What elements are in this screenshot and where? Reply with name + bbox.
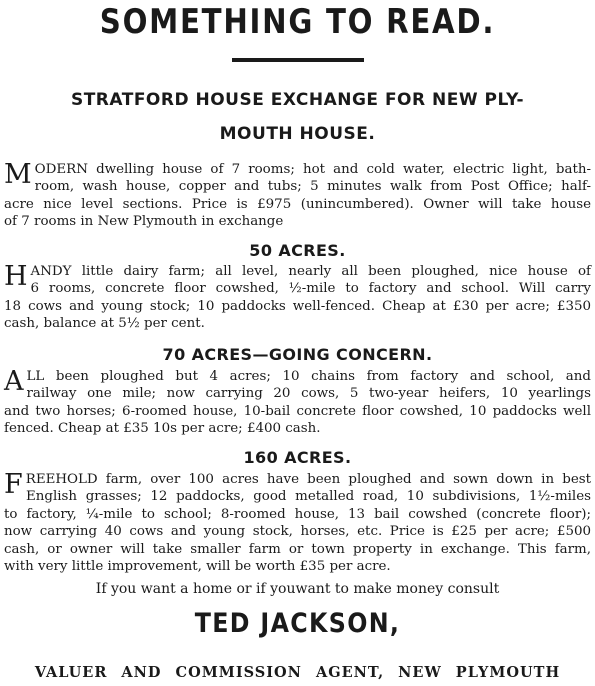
listing-line: railway one mile; now carrying 20 cows, 5 two-year heifers, 10 yearlings: [26, 386, 591, 402]
listing-line: 6 rooms, concrete floor cowshed, ½-mile to factory and school. Will carry: [30, 281, 591, 297]
listing-stratford-house: [4, 161, 591, 231]
listing-line: with very little improvement, will be worth £35 per acre.: [4, 559, 391, 575]
listing-50-acres: [4, 263, 591, 333]
listing-line: acre nice level sections. Price is £975 (unincumbered). Owner will take house: [4, 196, 591, 212]
heading-160-acres: 160 ACRES.: [243, 448, 352, 467]
subheading-line-2: MOUTH HOUSE.: [219, 124, 376, 144]
listing-line: now carrying 40 cows and young stock, horses, etc. Price is £25 per acre; £500: [4, 524, 591, 540]
dropcap: A: [4, 366, 24, 397]
consult-line: If you want a home or if youwant to make money consult: [95, 581, 500, 597]
listing-line: LL been ploughed but 4 acres; 10 chains from factory and school, and: [26, 369, 591, 384]
heading-50-acres: 50 ACRES.: [249, 241, 346, 260]
divider-rule: [232, 58, 364, 62]
listing-line: ANDY little dairy farm; all level, nearly all been ploughed, nice house of: [30, 264, 591, 279]
listing-line: room, wash house, copper and tubs; 5 minutes walk from Post Office; half-: [34, 179, 591, 195]
headline: SOMETHING TO READ.: [99, 2, 496, 42]
listing-line: of 7 rooms in New Plymouth in exchange: [4, 214, 284, 230]
listing-70-acres: [4, 368, 591, 438]
subheading-line-1: STRATFORD HOUSE EXCHANGE FOR NEW PLY-: [70, 90, 525, 110]
agent-name: TED JACKSON,: [194, 608, 401, 639]
listing-line: fenced. Cheap at £35 10s per acre; £400 cash.: [4, 421, 321, 437]
listing-line: to factory, ¼-mile to school; 8-roomed house, 13 bail cowshed (concrete floor);: [4, 506, 591, 522]
listing-160-acres: [4, 471, 591, 575]
listing-line: and two horses; 6-roomed house, 10-bail concrete floor cowshed, 10 paddocks well: [4, 403, 591, 419]
listing-line: REEHOLD farm, over 100 acres have been ploughed and sown down in best: [25, 472, 591, 487]
listing-line: 18 cows and young stock; 10 paddocks well-fenced. Cheap at £30 per acre; £350: [4, 298, 591, 314]
listing-line: English grasses; 12 paddocks, good metalled road, 10 subdivisions, 1½-miles: [26, 489, 591, 505]
dropcap: M: [4, 159, 32, 190]
dropcap: H: [4, 261, 28, 292]
listing-line: ODERN dwelling house of 7 rooms; hot and cold water, electric light, bath-: [34, 162, 591, 177]
dropcap: F: [4, 469, 23, 500]
listing-line: cash, or owner will take smaller farm or town property in exchange. This farm,: [4, 541, 591, 557]
agent-title-footer: VALUER AND COMMISSION AGENT, NEW PLYMOUTH: [34, 664, 561, 681]
heading-70-acres: 70 ACRES—GOING CONCERN.: [162, 345, 433, 364]
listing-line: cash, balance at 5½ per cent.: [4, 316, 205, 332]
